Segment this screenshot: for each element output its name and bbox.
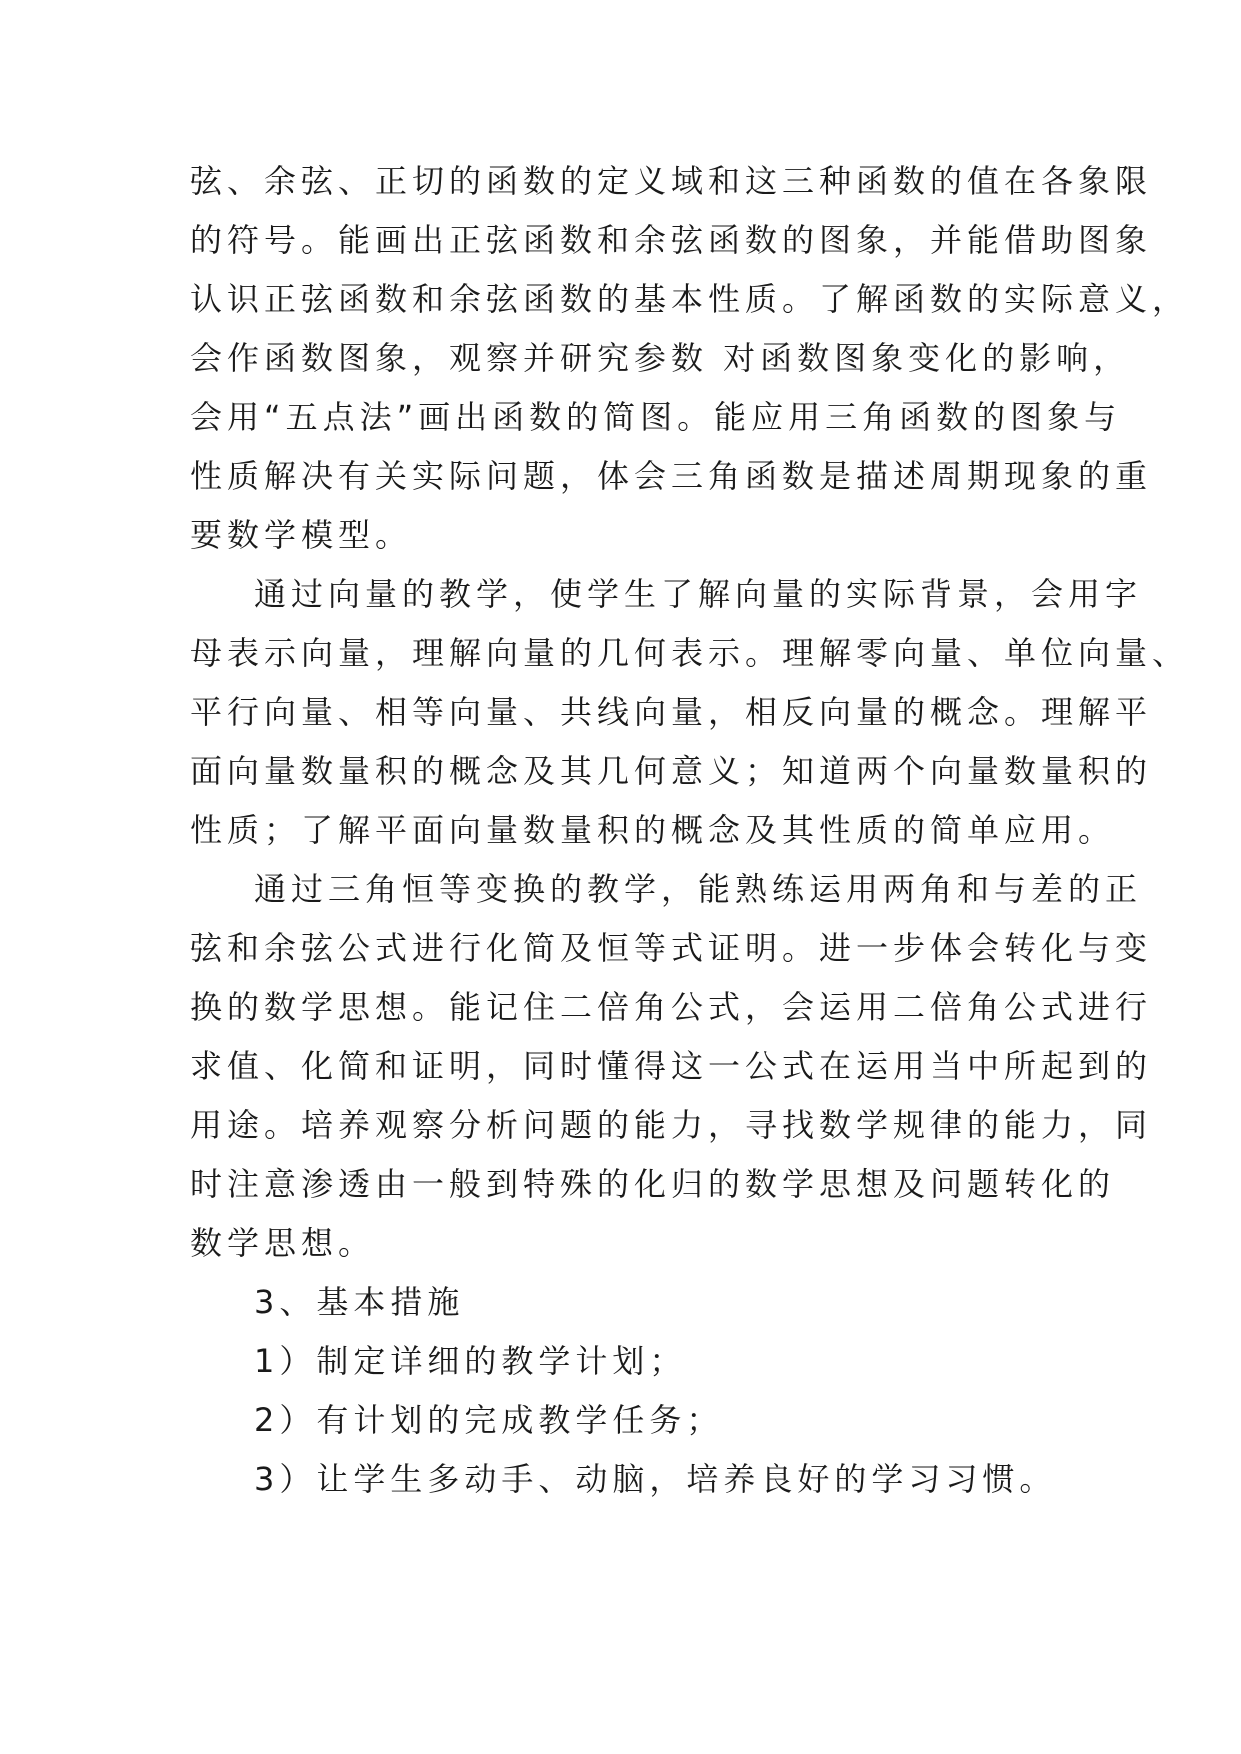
text-line: 要数学模型。 <box>190 516 413 554</box>
text-line: 弦和余弦公式进行化简及恒等式证明。进一步体会转化与变 <box>190 929 1153 967</box>
text-line: 的符号。能画出正弦函数和余弦函数的图象，并能借助图象 <box>190 221 1153 259</box>
section-heading: 3、基本措施 <box>254 1283 465 1321</box>
list-item: 1）制定详细的教学计划； <box>254 1342 687 1380</box>
text-line: 换的数学思想。能记住二倍角公式，会运用二倍角公式进行 <box>190 988 1153 1026</box>
text-line: 会作函数图象，观察并研究参数 对函数图象变化的影响， <box>190 339 1131 377</box>
text-line: 时注意渗透由一般到特殊的化归的数学思想及问题转化的 <box>190 1165 1116 1203</box>
text-line: 会用“五点法”画出函数的简图。能应用三角函数的图象与 <box>190 398 1122 436</box>
list-item: 2）有计划的完成教学任务； <box>254 1401 724 1439</box>
text-line: 数学思想。 <box>190 1224 376 1262</box>
text-line: 性质；了解平面向量数量积的概念及其性质的简单应用。 <box>190 811 1116 849</box>
text-line: 面向量数量积的概念及其几何意义；知道两个向量数量积的 <box>190 752 1153 790</box>
list-item: 3）让学生多动手、动脑，培养良好的学习习惯。 <box>254 1460 1057 1498</box>
text-line: 性质解决有关实际问题，体会三角函数是描述周期现象的重 <box>190 457 1153 495</box>
text-line: 认识正弦函数和余弦函数的基本性质。了解函数的实际意义， <box>190 280 1190 318</box>
text-line: 平行向量、相等向量、共线向量，相反向量的概念。理解平 <box>190 693 1153 731</box>
paragraph-first-line: 通过三角恒等变换的教学，能熟练运用两角和与差的正 <box>254 870 1143 908</box>
paragraph-first-line: 通过向量的教学，使学生了解向量的实际背景，会用字 <box>254 575 1143 613</box>
text-line: 求值、化简和证明，同时懂得这一公式在运用当中所起到的 <box>190 1047 1153 1085</box>
text-line: 弦、余弦、正切的函数的定义域和这三种函数的值在各象限 <box>190 162 1153 200</box>
text-line: 母表示向量，理解向量的几何表示。理解零向量、单位向量、 <box>190 634 1190 672</box>
text-line: 用途。培养观察分析问题的能力，寻找数学规律的能力，同 <box>190 1106 1153 1144</box>
